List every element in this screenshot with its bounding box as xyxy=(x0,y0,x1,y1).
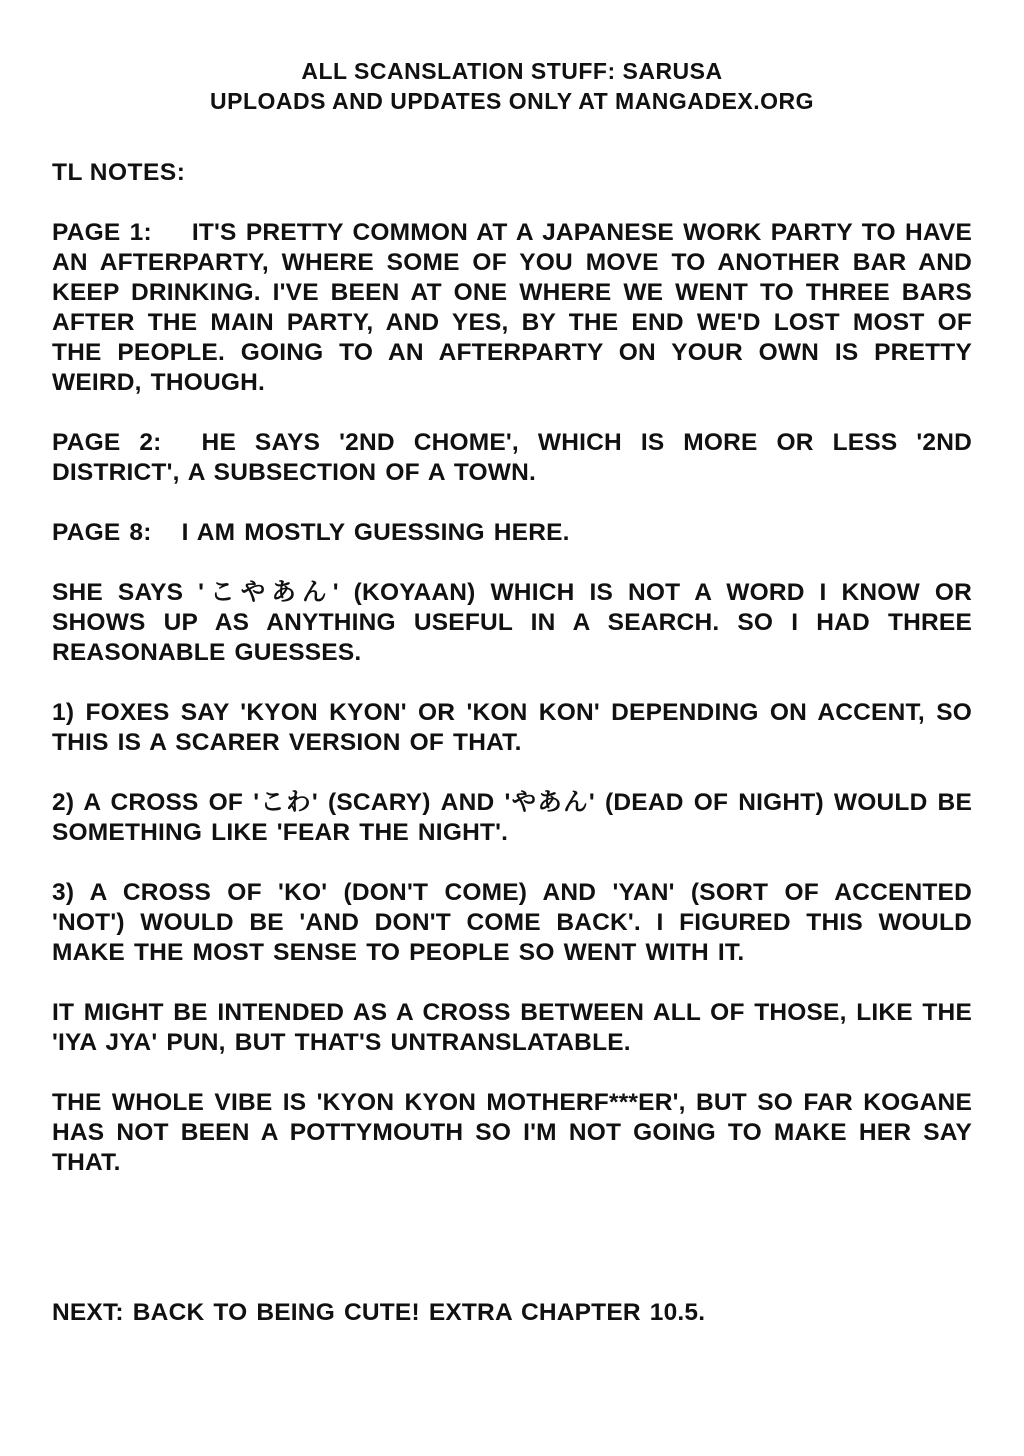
note-text: SHE SAYS 'こやあん' (KOYAAN) WHICH IS NOT A WORD I KNOW OR SHOWS UP AS ANYTHING USEFUL IN A SEARCH. SO I HAD THREE REASONABLE GUESSES. xyxy=(52,579,972,666)
note-label: PAGE 2: xyxy=(52,429,162,456)
credits-header xyxy=(0,56,1024,116)
next-text: NEXT: BACK TO BEING CUTE! EXTRA CHAPTER 10.5. xyxy=(52,1299,706,1326)
upload-line: UPLOADS AND UPDATES ONLY AT MANGADEX.ORG xyxy=(210,88,814,114)
note-text: HE SAYS '2ND CHOME', WHICH IS MORE OR LESS '2ND DISTRICT', A SUBSECTION OF A TOWN. xyxy=(52,429,972,486)
note-text: THE WHOLE VIBE IS 'KYON KYON MOTHERF***ER', BUT SO FAR KOGANE HAS NOT BEEN A POTTYMOUTH SO I'M NOT GOING TO MAKE HER SAY THAT. xyxy=(52,1089,972,1176)
note-text: 2) A CROSS OF 'こわ' (SCARY) AND 'やあん' (DEAD OF NIGHT) WOULD BE SOMETHING LIKE 'FEAR THE NIGHT'. xyxy=(52,789,972,846)
note-text: IT'S PRETTY COMMON AT A JAPANESE WORK PARTY TO HAVE AN AFTERPARTY, WHERE SOME OF YOU MOVE TO ANOTHER BAR AND KEEP DRINKING. I'VE BEEN AT ONE WHERE WE WENT TO THREE BARS AFTER THE MAIN PARTY, AND YES, BY THE END WE'D LOST MOST OF THE PEOPLE. GOING TO AN AFTERPARTY ON YOUR OWN IS PRETTY WEIRD, THOUGH. xyxy=(52,219,973,396)
note-text: 1) FOXES SAY 'KYON KYON' OR 'KON KON' DEPENDING ON ACCENT, SO THIS IS A SCARER VERSION OF THAT. xyxy=(52,699,972,756)
note-text: I AM MOSTLY GUESSING HERE. xyxy=(181,519,570,546)
note-page-1 xyxy=(52,218,972,398)
note-guess-1 xyxy=(52,698,972,758)
next-chapter-note xyxy=(52,1298,972,1328)
note-page-8 xyxy=(52,518,972,548)
note-koyaan xyxy=(52,578,972,668)
credit-line: ALL SCANSLATION STUFF: SARUSA xyxy=(301,58,723,84)
note-vibe xyxy=(52,1088,972,1178)
notes-heading: TL NOTES: xyxy=(52,159,186,186)
note-text: 3) A CROSS OF 'KO' (DON'T COME) AND 'YAN' (SORT OF ACCENTED 'NOT') WOULD BE 'AND DON'T COME BACK'. I FIGURED THIS WOULD MAKE THE MOST SENSE TO PEOPLE SO WENT WITH IT. xyxy=(52,879,972,966)
note-guess-3 xyxy=(52,878,972,968)
note-page-2 xyxy=(52,428,972,488)
note-guess-2 xyxy=(52,788,972,848)
note-text: IT MIGHT BE INTENDED AS A CROSS BETWEEN ALL OF THOSE, LIKE THE 'IYA JYA' PUN, BUT THAT'S UNTRANSLATABLE. xyxy=(52,999,972,1056)
note-label: PAGE 1: xyxy=(52,219,152,246)
note-label: PAGE 8: xyxy=(52,519,152,546)
note-cross xyxy=(52,998,972,1058)
